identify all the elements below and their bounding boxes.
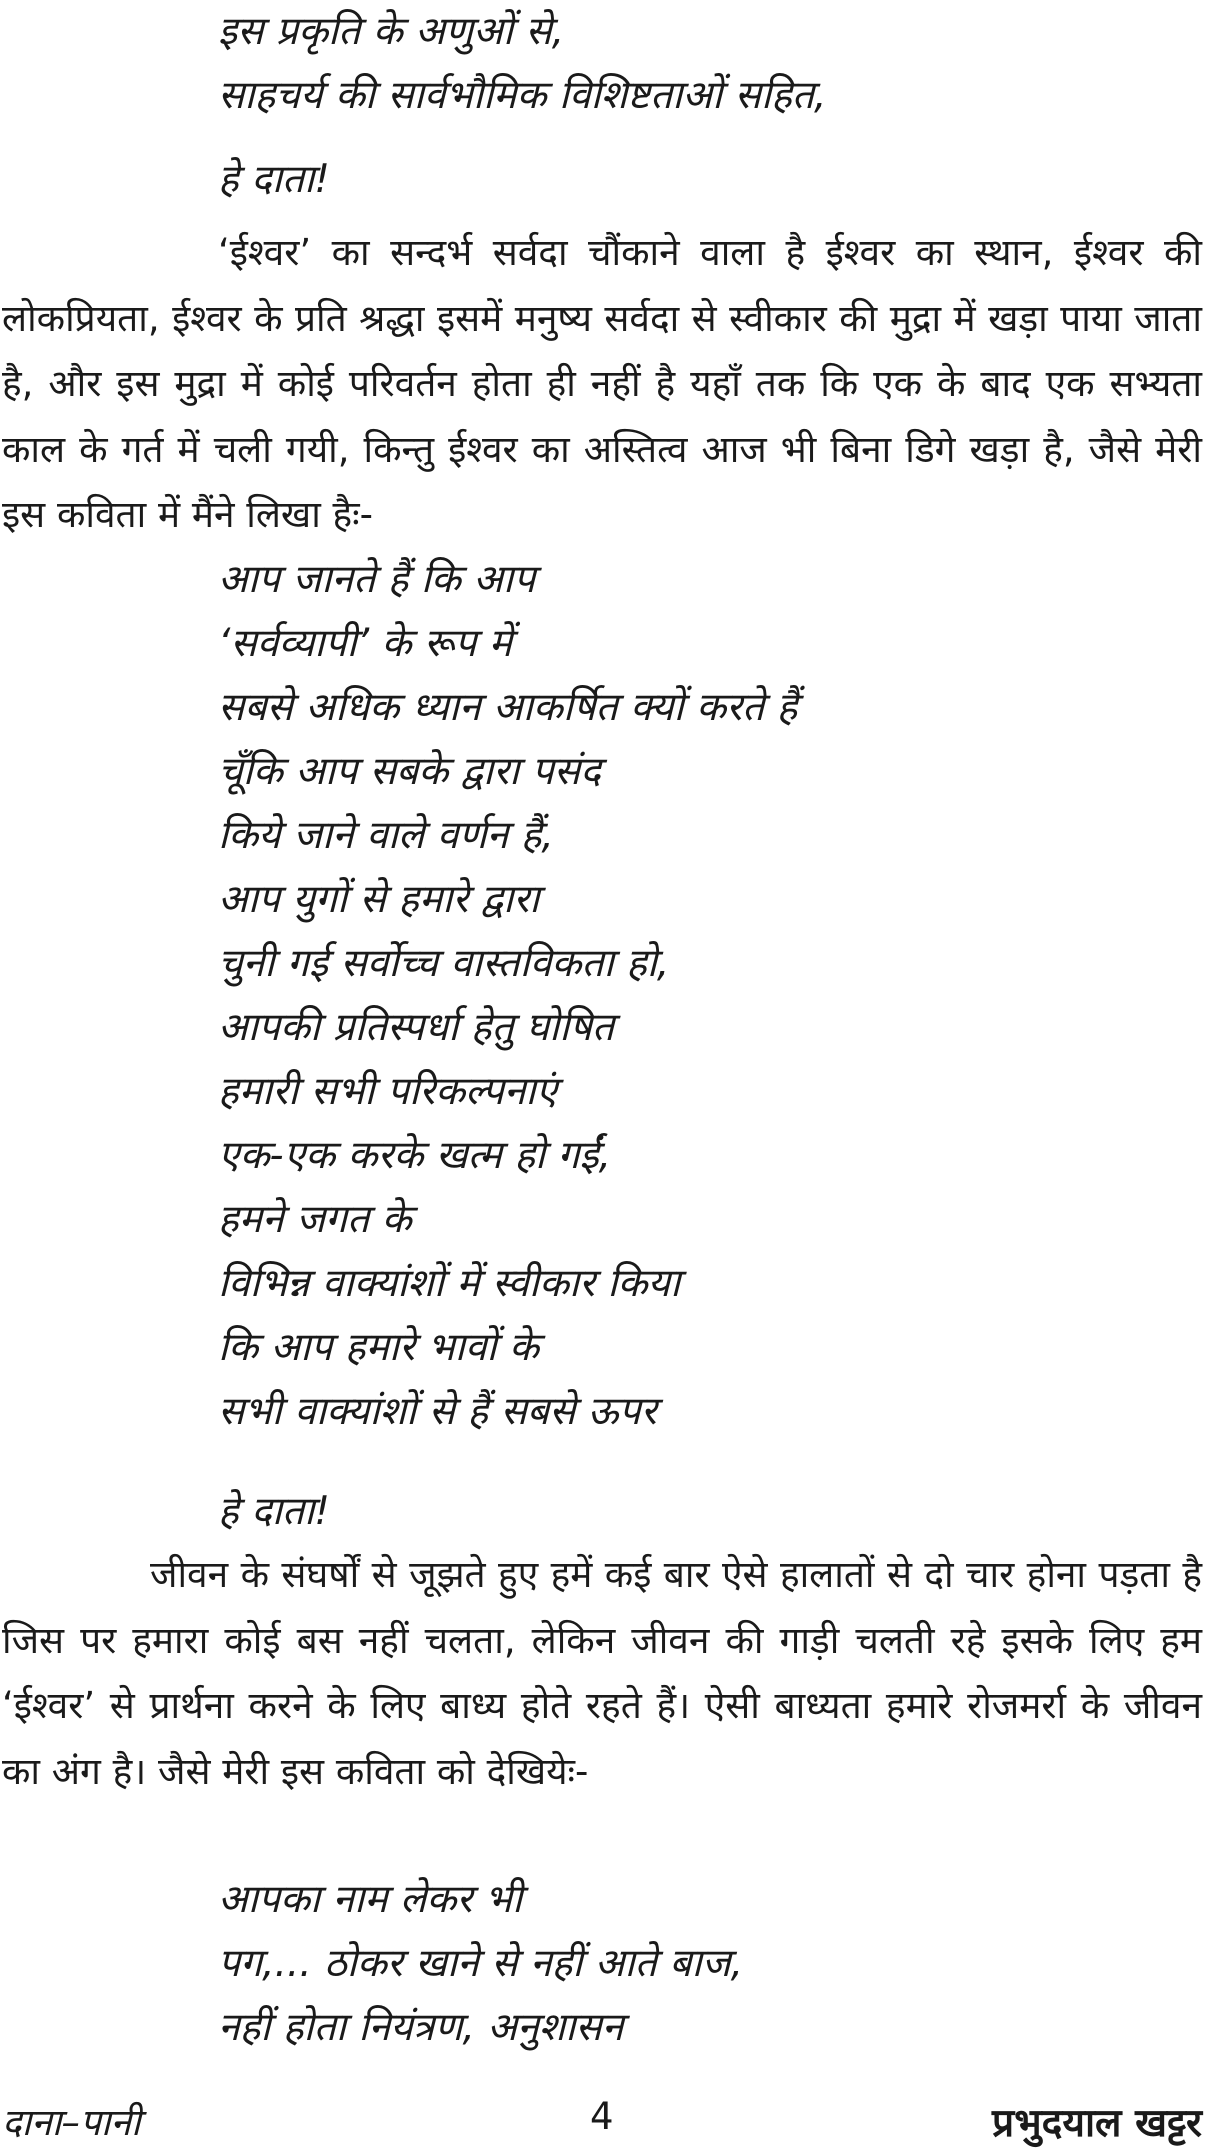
paragraph-1: ‘ईश्वर’ का सन्दर्भ सर्वदा चौंकाने वाला है ईश्वर का स्थान, ईश्वर की लोकप्रियता, ईश्वर के प्रति श्रद्धा इसमें मनुष्य सर्वदा से स्वीकार की मुद्रा में खड़ा पाया जाता है, और इस मुद्रा में कोई परिवर्तन होता ही नहीं है यहाँ तक कि एक के बाद एक सभ्यता काल के गर्त में चली गयी, किन्तु ईश्वर का अस्तित्व आज भी बिना डिगे खड़ा है, जैसे मेरी इस कविता में मैंने लिखा हैः- [2, 231, 1202, 536]
verse-line: एक-एक करके खत्म हो गईं, [218, 1133, 612, 1178]
verse-line: साहचर्य की सार्वभौमिक विशिष्टताओं सहित, [218, 73, 827, 118]
page-number: 4 [590, 2095, 614, 2138]
verse-line: सबसे अधिक ध्यान आकर्षित क्यों करते हैं [218, 685, 798, 730]
verse-line: विभिन्न वाक्यांशों में स्वीकार किया [218, 1261, 681, 1306]
verse-line: नहीं होता नियंत्रण, अनुशासन [218, 2005, 624, 2050]
invocation-line-1: हे दाता! [218, 157, 330, 202]
verse-line: आपकी प्रतिस्पर्धा हेतु घोषित [218, 1005, 615, 1050]
verse-line: ‘सर्वव्यापी’ के रूप में [218, 621, 513, 666]
page-footer [0, 2095, 1206, 2151]
verse-block-2 [218, 548, 797, 1444]
verse-line: किये जाने वाले वर्णन हैं, [218, 813, 554, 858]
verse-line: हमने जगत के [218, 1197, 412, 1242]
verse-line: चुनी गई सर्वोच्च वास्तविकता हो, [218, 941, 670, 986]
verse-line: आप जानते हैं कि आप [218, 557, 536, 602]
paragraph-2: जीवन के संघर्षों से जूझते हुए हमें कई बार ऐसे हालातों से दो चार होना पड़ता है जिस पर हमारा कोई बस नहीं चलता, लेकिन जीवन की गाड़ी चलती रहे इसके लिए हम ‘ईश्वर’ से प्रार्थना करने के लिए बाध्य होते रहते हैं। ऐसी बाध्यता हमारे रोजमर्रा के जीवन का अंग है। जैसे मेरी इस कविता को देखियेः- [2, 1553, 1202, 1793]
verse-line: इस प्रकृति के अणुओं से, [218, 9, 565, 54]
footer-book-title: दाना–पानी [2, 2101, 141, 2144]
verse-line: हमारी सभी परिकल्पनाएं [218, 1069, 558, 1114]
verse-line: आप युगों से हमारे द्वारा [218, 877, 540, 922]
verse-line: चूँकि आप सबके द्वारा पसंद [218, 749, 601, 794]
footer-author: प्रभुदयाल खट्टर [992, 2101, 1202, 2146]
verse-block-3 [218, 1868, 743, 2060]
verse-line: आपका नाम लेकर भी [218, 1877, 523, 1922]
invocation-line-2: हे दाता! [218, 1489, 330, 1534]
verse-line: पग,... ठोकर खाने से नहीं आते बाज, [218, 1941, 744, 1986]
verse-line: सभी वाक्यांशों से हैं सबसे ऊपर [218, 1389, 657, 1434]
verse-line: कि आप हमारे भावों के [218, 1325, 539, 1370]
verse-block-1 [218, 0, 826, 128]
